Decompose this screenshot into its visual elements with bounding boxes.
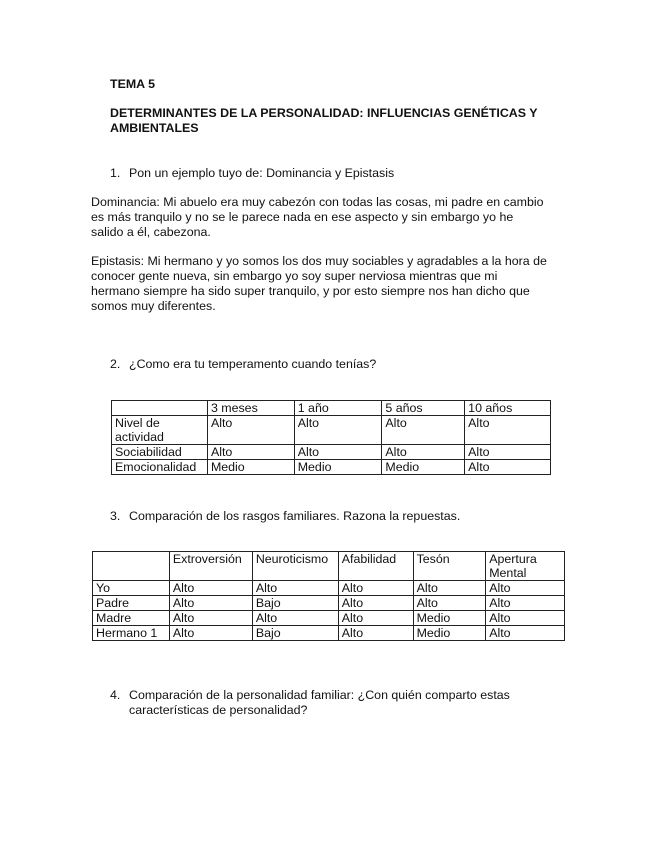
question-text-line: características de personalidad? [129,703,308,717]
paragraph-line: Dominancia: Mi abuelo era muy cabezón con todas las cosas, mi padre en cambio [91,195,544,209]
table-header-row [112,401,551,416]
row-label-line: Nivel de [115,416,160,430]
temperament-table [111,400,551,475]
table-header-cell: Extroversión [169,552,252,581]
header-line: Mental [489,566,527,580]
title-line: AMBIENTALES [110,121,199,135]
table-header-cell [112,401,208,416]
paragraph-line: somos muy diferentes. [91,299,216,313]
table-cell: Bajo [252,596,338,611]
question-number: 1. [110,166,121,180]
document-title [110,106,538,136]
table-cell: Alto [207,416,294,445]
table-cell: Medio [382,460,465,475]
family-traits-table [92,551,565,641]
table-header-cell: Afabilidad [338,552,413,581]
title-line: DETERMINANTES DE LA PERSONALIDAD: INFLUENCIAS GENÉTICAS Y [110,106,538,120]
table-cell: Alto [294,445,382,460]
table-header-cell: 1 año [294,401,382,416]
epistasis-paragraph [91,254,571,314]
table-cell: Medio [294,460,382,475]
table-cell: Alto [413,581,486,596]
table-header-cell: 3 meses [207,401,294,416]
table-cell: Alto [465,445,551,460]
question-text: Comparación de los rasgos familiares. Razona la repuestas. [129,509,461,523]
table-cell: Alto [486,581,565,596]
table-cell: Alto [169,596,252,611]
table-header-cell: Neuroticismo [252,552,338,581]
row-label: Padre [93,596,170,611]
question-number: 2. [110,357,121,371]
table-cell: Alto [465,460,551,475]
table-cell: Alto [207,445,294,460]
table-cell: Alto [338,581,413,596]
table-cell: Medio [207,460,294,475]
question-number: 4. [110,688,121,702]
table-header-cell: 10 años [465,401,551,416]
table-cell: Alto [294,416,382,445]
table-cell: Alto [413,596,486,611]
table-header-cell: Tesón [413,552,486,581]
row-label: Madre [93,611,170,626]
topic-number: TEMA 5 [110,77,155,91]
table-cell: Alto [486,611,565,626]
table-header-row [93,552,565,581]
paragraph-line: conocer gente nueva, sin embargo yo soy super nerviosa mientras que mi [91,269,498,283]
table-row [93,626,565,641]
table-cell: Alto [252,611,338,626]
question-text-line: Comparación de la personalidad familiar: ¿Con quién comparto estas [129,688,510,702]
question-number: 3. [110,509,121,523]
paragraph-line: salido a él, cabezona. [91,225,211,239]
table-row [112,445,551,460]
table-cell: Alto [338,626,413,641]
table-header-cell [93,552,170,581]
table-header-cell: 5 años [382,401,465,416]
dominancia-paragraph [91,195,571,240]
table-cell: Alto [465,416,551,445]
table-cell: Bajo [252,626,338,641]
paragraph-line: es más tranquilo y no se le parece nada en ese aspecto y sin embargo yo he [91,210,514,224]
question-text: ¿Como era tu temperamento cuando tenías? [129,357,377,371]
header-line: Apertura [489,552,537,566]
table-row [112,460,551,475]
table-cell: Alto [382,445,465,460]
table-row [93,581,565,596]
table-cell: Alto [338,611,413,626]
table-cell: Alto [169,581,252,596]
row-label: Yo [93,581,170,596]
table-cell: Alto [382,416,465,445]
table-header-cell [486,552,565,581]
question-text: Pon un ejemplo tuyo de: Dominancia y Epistasis [129,166,395,180]
table-row [93,611,565,626]
table-cell: Alto [252,581,338,596]
table-cell: Medio [413,626,486,641]
table-cell: Alto [338,596,413,611]
paragraph-line: Epistasis: Mi hermano y yo somos los dos muy sociables y agradables a la hora de [91,254,547,268]
row-label: Emocionalidad [112,460,208,475]
table-cell: Alto [169,611,252,626]
table-row [93,596,565,611]
table-cell: Alto [169,626,252,641]
table-cell: Alto [486,626,565,641]
table-cell: Medio [413,611,486,626]
question-text [129,688,510,718]
row-label [112,416,208,445]
table-cell: Alto [486,596,565,611]
row-label: Sociabilidad [112,445,208,460]
paragraph-line: hermano siempre ha sido super tranquilo, y por esto siempre nos han dicho que [91,284,530,298]
table-row [112,416,551,445]
row-label-line: actividad [115,430,164,444]
row-label: Hermano 1 [93,626,170,641]
